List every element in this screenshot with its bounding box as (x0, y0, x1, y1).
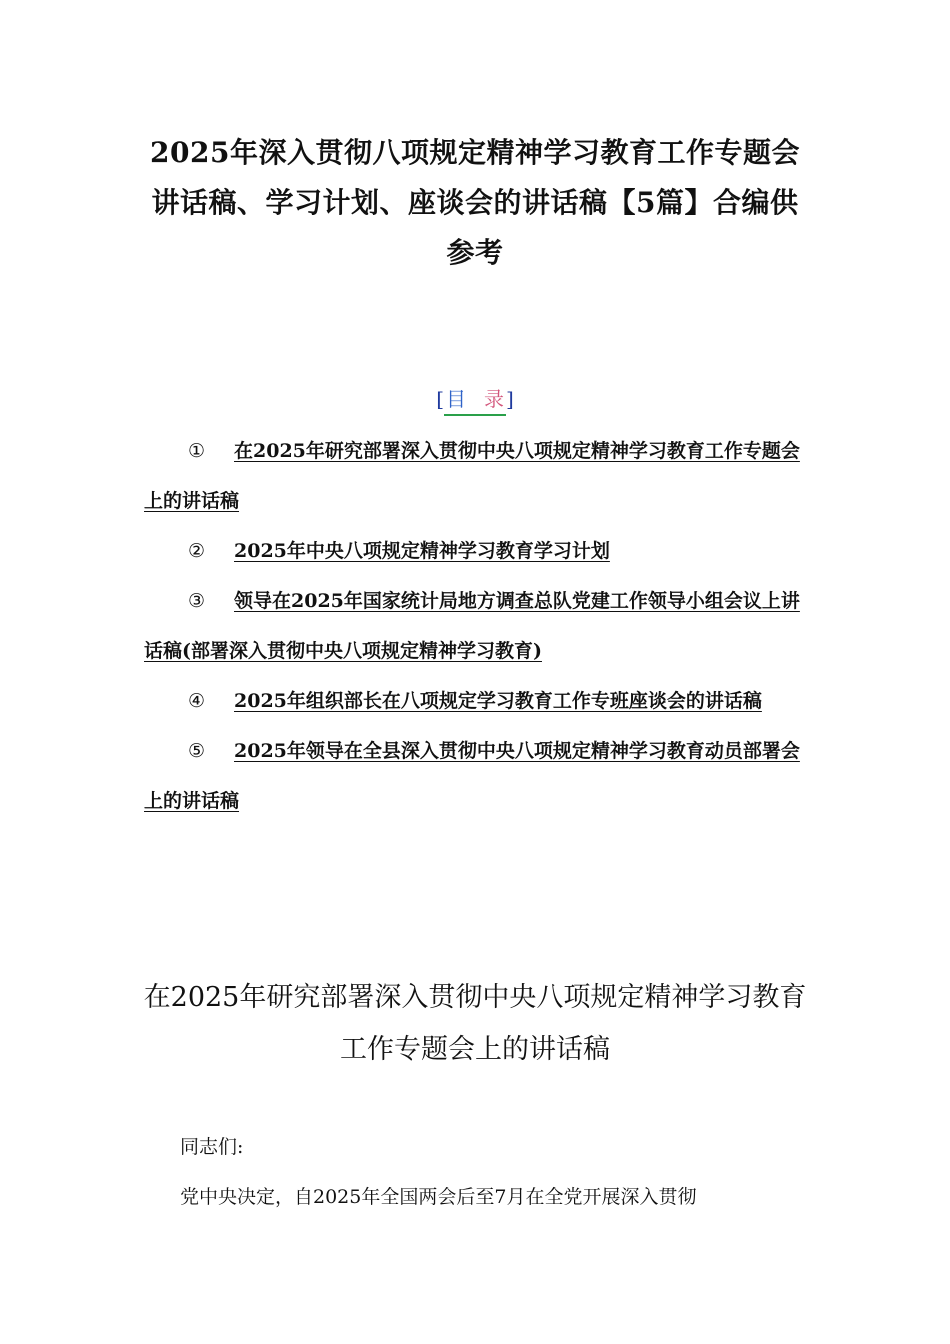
toc-bracket-open: [ (436, 387, 444, 411)
toc-item-number: ⑤ (188, 740, 206, 762)
toc-heading (0, 384, 950, 416)
toc-heading-word (444, 384, 506, 416)
table-of-contents (144, 426, 806, 826)
toc-item-2 (144, 526, 806, 576)
toc-link-5[interactable]: 2025年领导在全县深入贯彻中央八项规定精神学习教育动员部署会上的讲话稿 (144, 740, 800, 812)
section-body (144, 1122, 806, 1222)
toc-item-number: ④ (188, 690, 206, 712)
toc-heading-char-1: 目 (446, 387, 466, 411)
toc-item-4 (144, 676, 806, 726)
toc-link-1[interactable]: 在2025年研究部署深入贯彻中央八项规定精神学习教育工作专题会上的讲话稿 (144, 440, 800, 512)
document-title: 2025年深入贯彻八项规定精神学习教育工作专题会讲话稿、学习计划、座谈会的讲话稿【5篇】合编供参考 (150, 136, 800, 269)
toc-item-3 (144, 576, 806, 676)
toc-link-2[interactable]: 2025年中央八项规定精神学习教育学习计划 (234, 540, 610, 562)
toc-link-3[interactable]: 领导在2025年国家统计局地方调查总队党建工作领导小组会议上讲话稿(部署深入贯彻中央八项规定精神学习教育) (144, 590, 800, 662)
toc-item-1 (144, 426, 806, 526)
toc-item-number: ③ (188, 590, 206, 612)
toc-link-4[interactable]: 2025年组织部长在八项规定学习教育工作专班座谈会的讲话稿 (234, 690, 762, 712)
toc-heading-char-2: 录 (484, 387, 504, 411)
toc-item-number: ② (188, 540, 206, 562)
body-paragraph: 党中央决定，自2025年全国两会后至7月在全党开展深入贯彻 (180, 1186, 697, 1208)
section-title: 在2025年研究部署深入贯彻中央八项规定精神学习教育工作专题会上的讲话稿 (143, 982, 807, 1065)
toc-item-5 (144, 726, 806, 826)
toc-item-number: ① (188, 440, 206, 462)
toc-bracket-close: ] (506, 387, 514, 411)
salutation: 同志们: (180, 1136, 244, 1158)
